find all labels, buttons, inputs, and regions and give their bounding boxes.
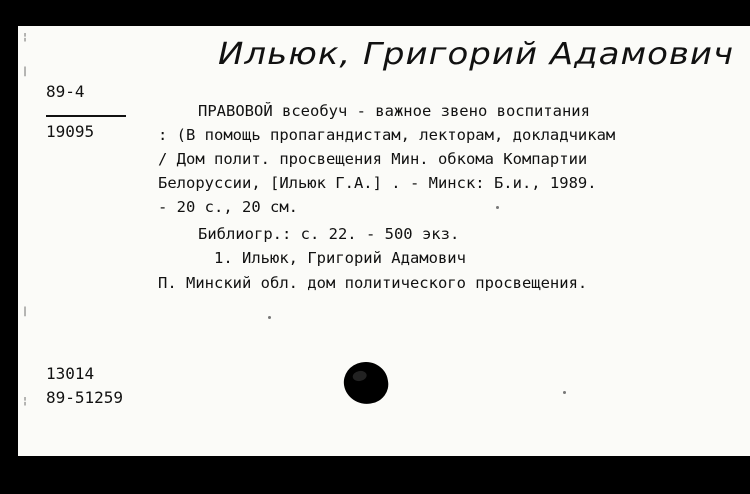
title-line-5: - 20 с., 20 см.	[158, 198, 298, 216]
edge-mark: ¦	[22, 396, 29, 407]
call-number-divider	[46, 115, 126, 117]
title-line-2: : (В помощь пропагандистам, лекторам, докладчикам	[158, 126, 616, 144]
record-number: 89-51259	[46, 388, 124, 407]
edge-mark: ¦	[22, 32, 29, 43]
tracing-entry-1: 1. Ильюк, Григорий Адамович	[214, 249, 466, 267]
edge-mark: |	[22, 306, 29, 317]
bibliography-line: Библиогр.: с. 22. - 500 экз.	[198, 225, 460, 243]
call-number-bottom: 19095	[46, 122, 95, 141]
accession-number: 13014	[46, 364, 95, 383]
speck	[496, 206, 499, 209]
speck	[563, 391, 566, 394]
handwritten-author-heading: Ильюк, Григорий Адамович	[218, 36, 735, 72]
call-number-top: 89-4	[46, 82, 85, 101]
title-line-4: Белоруссии, [Ильюк Г.А.] . - Минск: Б.и., 1989.	[158, 174, 597, 192]
tracing-entry-2: П. Минский обл. дом политического просвещения.	[158, 274, 588, 292]
title-line-3: / Дом полит. просвещения Мин. обкома Компартии	[158, 150, 588, 168]
ink-blot	[341, 358, 392, 407]
catalog-card	[18, 26, 750, 456]
title-line-1: ПРАВОВОЙ всеобуч - важное звено воспитания	[198, 102, 590, 120]
speck	[268, 316, 271, 319]
edge-mark: |	[22, 66, 29, 77]
